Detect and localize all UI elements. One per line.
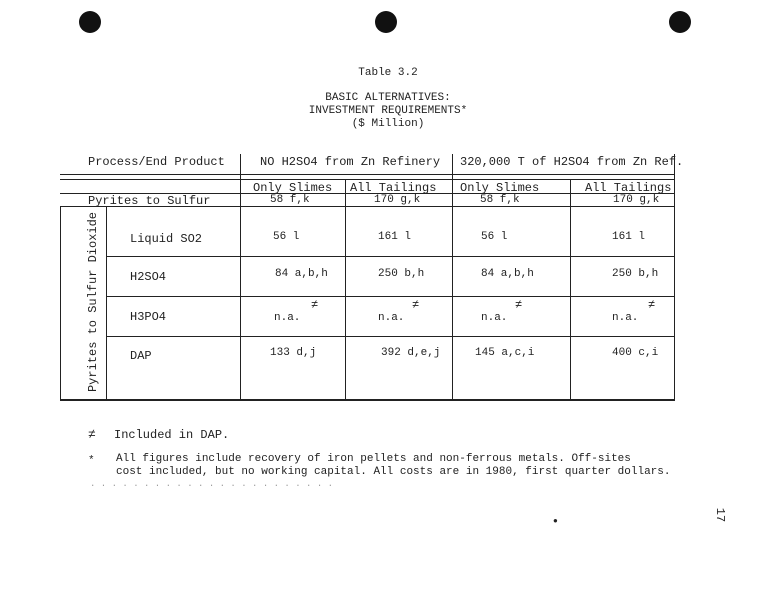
product-liquid-so2: Liquid SO2 (130, 232, 203, 246)
value-cell: 170 g,k (374, 194, 421, 206)
table-rule (60, 206, 61, 400)
subheader-all-tailings: All Tailings (350, 181, 437, 195)
table-label: Table 3.2 (358, 67, 418, 79)
side-label-pyrites-to-sulfur-dioxide: Pyrites to Sulfur Dioxide (86, 211, 100, 393)
title-line-3: ($ Million) (351, 118, 425, 130)
value-cell: 133 d,j (270, 347, 317, 359)
value-cell: 58 f,k (270, 194, 310, 206)
table-rule (106, 296, 675, 297)
value-cell: 161 l (378, 231, 412, 243)
subheader-all-tailings: All Tailings (585, 181, 672, 195)
product-h3po4: H3PO4 (130, 310, 167, 324)
value-cell: 250 b,h (612, 268, 659, 280)
header-process-end-product: Process/End Product (88, 155, 225, 169)
na-mark: ≠ (311, 298, 319, 312)
table-rule (60, 179, 675, 180)
table-rule (106, 256, 675, 257)
binder-hole-right (669, 11, 691, 33)
table-rule (345, 179, 346, 400)
binder-hole-center (375, 11, 397, 33)
title-line-2: INVESTMENT REQUIREMENTS* (308, 105, 468, 117)
subheader-only-slimes: Only Slimes (253, 181, 333, 195)
na-mark: ≠ (648, 298, 656, 312)
table-rule (674, 154, 675, 400)
table-rule (60, 174, 675, 175)
value-cell: n.a. (274, 312, 301, 324)
value-cell: 58 f,k (480, 194, 520, 206)
value-cell: n.a. (378, 312, 405, 324)
na-mark: ≠ (412, 298, 420, 312)
value-cell: 56 l (273, 231, 300, 243)
bullet-dot: ● (553, 517, 558, 526)
value-cell: n.a. (612, 312, 639, 324)
page-number: 17 (713, 507, 728, 523)
binder-hole-left (79, 11, 101, 33)
footnote-included-in-dap: Included in DAP. (114, 428, 230, 442)
value-cell: 392 d,e,j (381, 347, 441, 359)
table-rule (60, 399, 675, 401)
row-label-pyrites-to-sulfur: Pyrites to Sulfur (88, 194, 211, 208)
value-cell: 145 a,c,i (475, 347, 535, 359)
header-group-no-h2so4: NO H2SO4 from Zn Refinery (260, 155, 441, 169)
table-rule (106, 206, 107, 400)
header-group-320000t: 320,000 T of H2SO4 from Zn Ref. (460, 155, 684, 169)
table-rule (570, 179, 571, 400)
footnote-mark: ≠ (88, 427, 96, 442)
product-h2so4: H2SO4 (130, 270, 167, 284)
value-cell: 250 b,h (378, 268, 425, 280)
title-line-1: BASIC ALTERNATIVES: (325, 92, 451, 104)
footnote-line-2: cost included, but no working capital. All costs are in 1980, first quarter dollars. (116, 466, 671, 478)
table-rule (106, 336, 675, 337)
product-dap: DAP (130, 349, 152, 363)
value-cell: 84 a,b,h (275, 268, 328, 280)
value-cell: 170 g,k (613, 194, 660, 206)
na-mark: ≠ (515, 298, 523, 312)
table-rule (452, 154, 453, 400)
table-rule (240, 154, 241, 400)
footnote-asterisk: * (88, 455, 95, 467)
value-cell: 161 l (612, 231, 646, 243)
scan-noise: · · · · · · · · · · · · · · · · · · · · · · · (90, 481, 334, 491)
value-cell: 84 a,b,h (481, 268, 534, 280)
value-cell: n.a. (481, 312, 508, 324)
value-cell: 400 c,i (612, 347, 659, 359)
value-cell: 56 l (481, 231, 508, 243)
subheader-only-slimes: Only Slimes (460, 181, 540, 195)
footnote-line-1: All figures include recovery of iron pellets and non-ferrous metals. Off-sites (116, 453, 631, 465)
